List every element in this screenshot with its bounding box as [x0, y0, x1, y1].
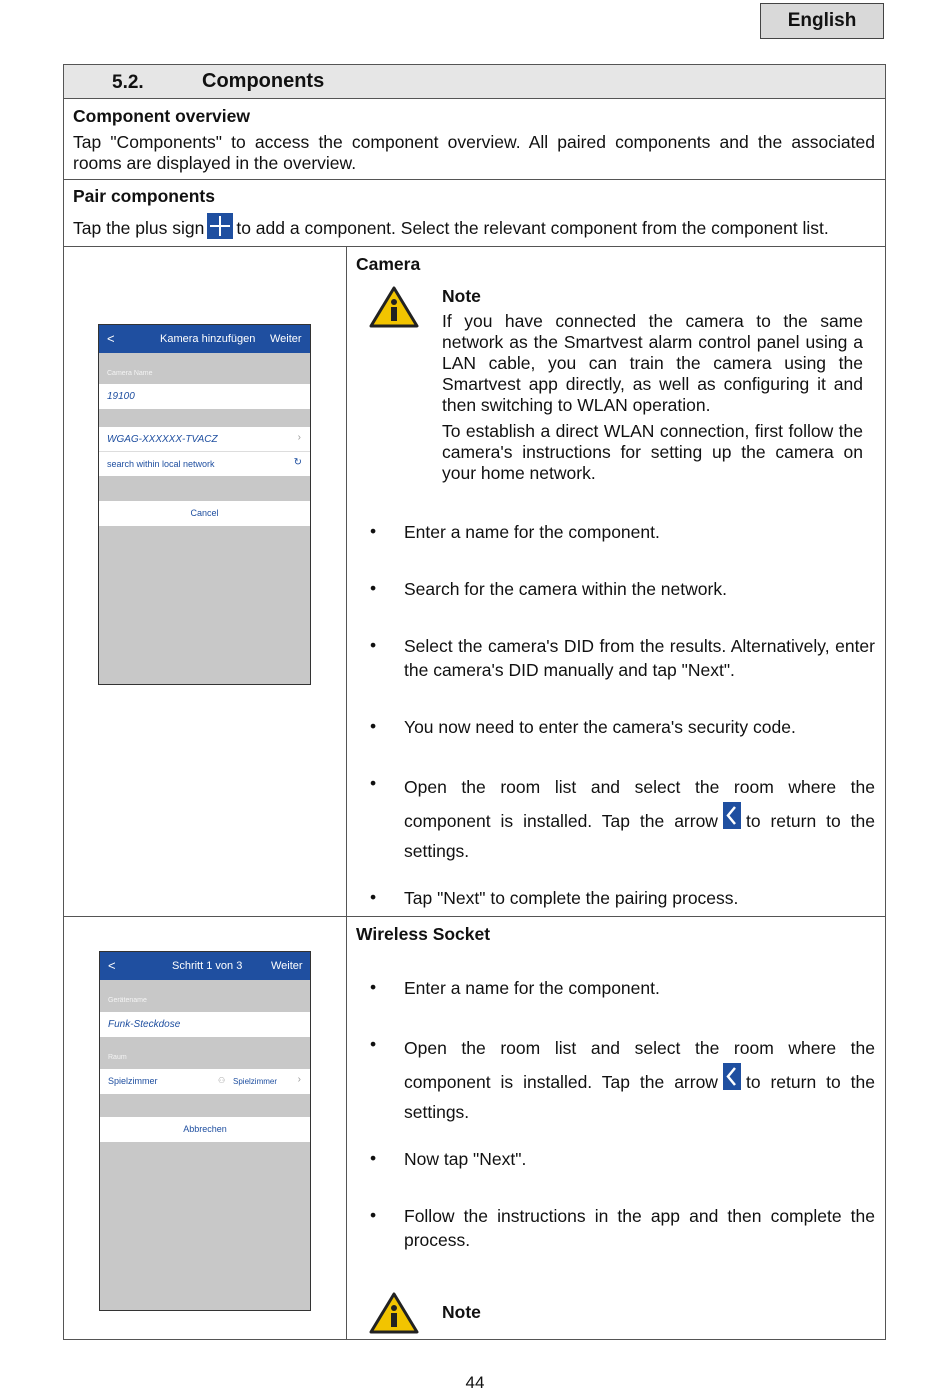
- socket-bullet-2-b: to return to the settings.: [404, 1072, 875, 1122]
- bullet-marker: •: [370, 887, 377, 907]
- camera-note-p1: If you have connected the camera to the same network as the Smartvest alarm control panel using a LAN cable, you can train the camera using the Smartvest app directly, as well as configuring it and then switching to WLAN operation.: [442, 311, 863, 415]
- search-network-row: [99, 452, 310, 476]
- socket-bullet-1: Enter a name for the component.: [404, 978, 660, 998]
- pair-text-after: to add a component. Select the relevant component from the component list.: [236, 218, 829, 238]
- room-right-value: Spielzimmer: [233, 1077, 278, 1086]
- camera-name-field: [99, 384, 310, 409]
- bullet-marker: •: [370, 977, 377, 997]
- camera-bullet-5-b: to return to the settings.: [404, 811, 875, 861]
- back-chevron-icon: <: [108, 958, 116, 973]
- refresh-icon: ↻: [293, 457, 302, 468]
- socket-phone-screenshot: [99, 951, 311, 1311]
- search-network-label: search within local network: [107, 459, 215, 469]
- phone-title: Schritt 1 von 3: [172, 960, 243, 972]
- bullet-marker: •: [370, 635, 377, 655]
- cancel-row: [100, 1117, 310, 1142]
- bullet-marker: •: [370, 773, 377, 793]
- bullet-marker: •: [370, 521, 377, 541]
- pair-text: [73, 213, 883, 239]
- chevron-right-icon: ›: [297, 1074, 301, 1085]
- bullet-marker: •: [370, 716, 377, 736]
- warning-icon: [368, 285, 420, 334]
- camera-bullet-4: You now need to enter the camera's security code.: [404, 717, 796, 737]
- bullet-marker: •: [370, 1205, 377, 1225]
- cancel-label: Cancel: [190, 508, 219, 518]
- camera-bullet-3: Select the camera's DID from the results. Alternatively, enter the camera's DID manually and tap "Next".: [404, 636, 875, 680]
- language-badge: English: [760, 3, 884, 39]
- did-value: WGAG-XXXXXX-TVACZ: [107, 434, 218, 445]
- phone-title-bar: [99, 325, 310, 353]
- socket-bullet-2-a: Open the room list and select the room where the component is installed. Tap the arrow: [404, 1038, 875, 1092]
- camera-bullet-2: Search for the camera within the network.: [404, 579, 727, 599]
- chevron-right-icon: ›: [297, 432, 301, 443]
- phone-title: Kamera hinzufügen: [160, 333, 256, 345]
- room-row: [100, 1069, 310, 1094]
- bullet-marker: •: [370, 1034, 377, 1054]
- phone-next-button: Weiter: [271, 960, 303, 972]
- camera-bullet-5-a: Open the room list and select the room where the component is installed. Tap the arrow: [404, 777, 875, 831]
- camera-heading: Camera: [356, 254, 421, 274]
- room-icon: ⚇: [218, 1076, 226, 1085]
- room-value: Spielzimmer: [108, 1076, 158, 1086]
- pair-text-before: Tap the plus sign: [73, 218, 205, 238]
- camera-bullet-6: Tap "Next" to complete the pairing process.: [404, 888, 739, 908]
- room-label: Raum: [108, 1054, 127, 1061]
- device-name-label: Gerätename: [108, 997, 147, 1004]
- camera-name-label: Camera Name: [107, 370, 153, 377]
- device-name-value: Funk-Steckdose: [108, 1019, 181, 1030]
- section-header: [63, 64, 886, 99]
- socket-note-title: Note: [442, 1302, 481, 1322]
- back-arrow-icon: [723, 1063, 741, 1090]
- bullet-marker: •: [370, 578, 377, 598]
- phone-next-button: Weiter: [270, 333, 302, 345]
- camera-note-p2: To establish a direct WLAN connection, first follow the camera's instructions for setting up the camera on your home network.: [442, 421, 863, 483]
- plus-icon: [207, 213, 233, 239]
- device-name-field: [100, 1012, 310, 1037]
- overview-text: Tap "Components" to access the component overview. All paired components and the associated rooms are displayed in the overview.: [73, 132, 875, 173]
- overview-heading: Component overview: [73, 106, 250, 126]
- socket-bullet-3: Now tap "Next".: [404, 1149, 527, 1169]
- section-title: Components: [202, 70, 325, 92]
- socket-bullet-4: Follow the instructions in the app and then complete the process.: [404, 1206, 875, 1250]
- phone-title-bar: [100, 952, 310, 980]
- camera-bullet-5: [404, 772, 875, 866]
- camera-bullet-1: Enter a name for the component.: [404, 522, 660, 542]
- back-chevron-icon: <: [107, 331, 115, 346]
- pair-heading: Pair components: [73, 186, 215, 206]
- camera-phone-screenshot: [98, 324, 311, 685]
- warning-icon: [368, 1291, 420, 1340]
- page-number: 44: [465, 1373, 485, 1392]
- back-arrow-icon: [723, 802, 741, 829]
- cancel-row: [99, 501, 310, 526]
- socket-heading: Wireless Socket: [356, 924, 491, 944]
- camera-note-title: Note: [442, 286, 481, 306]
- section-number: 5.2.: [112, 72, 144, 93]
- did-row: [99, 427, 310, 452]
- socket-bullet-2: [404, 1033, 875, 1127]
- bullet-marker: •: [370, 1148, 377, 1168]
- cancel-label: Abbrechen: [183, 1124, 227, 1134]
- camera-name-value: 19100: [107, 391, 135, 402]
